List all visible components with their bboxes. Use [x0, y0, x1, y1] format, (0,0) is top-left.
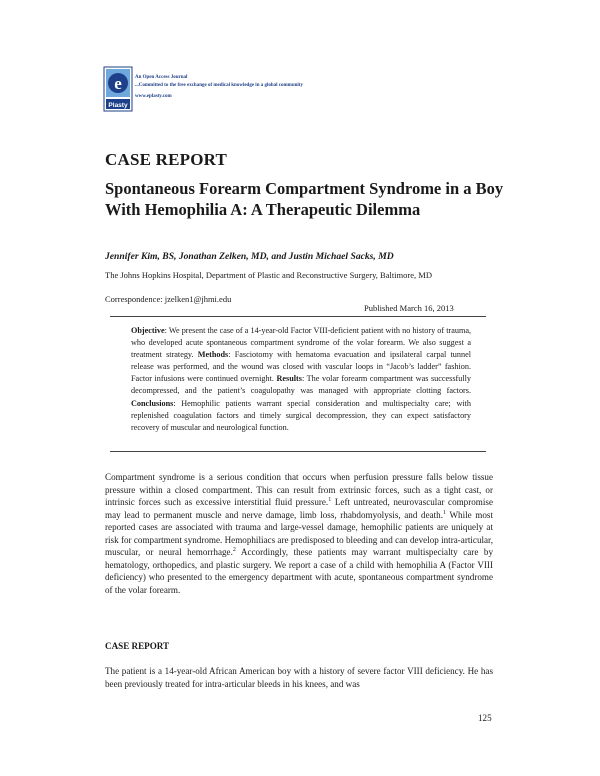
author-list: Jennifer Kim, BS, Jonathan Zelken, MD, and Justin Michael Sacks, MD	[105, 251, 394, 262]
intro-text: Compartment syndrome is a serious condition that occurs when perfusion pressure falls below tissue pressure within a closed compartment. This can result from extrinsic forces, such as a tight cast, or intrinsic forces such as excessive interstitial fluid pressure.	[105, 472, 493, 507]
correspondence-email[interactable]: Correspondence: jzelken1@jhmi.edu	[105, 294, 232, 304]
intro-text: Left untreated, neurovascular compromise may lead to permanent muscle and nerve damage, limb loss, rhabdomyolysis, and death.	[105, 497, 493, 520]
intro-paragraph	[105, 471, 493, 596]
abstract-objective-label: Objective	[131, 326, 165, 335]
intro-text: While most reported cases are associated with trauma and large-vessel damage, hemophilic patients are uniquely at risk for compartment syndrome. Hemophiliacs are predisposed to bleeding and can develop intra-articular, muscular, or neural hemorrhage.	[105, 509, 493, 557]
abstract-methods-label: Methods	[197, 350, 229, 360]
abstract-conclusions-text: : Hemophilic patients warrant special consideration and multispecialty care; with replenished coagulation factors and timely surgical decompression, they can expect satisfactory recovery of muscular and neurological function.	[131, 398, 471, 432]
case-report-heading: CASE REPORT	[105, 641, 170, 651]
journal-tagline: An Open Access Journal	[135, 75, 188, 80]
logo-caption: Plasty	[108, 102, 128, 109]
citation-ref[interactable]: 1	[443, 509, 446, 516]
citation-ref[interactable]: 1	[328, 496, 332, 503]
eplasty-logo	[103, 66, 133, 112]
case-report-paragraph: The patient is a 14-year-old African American boy with a history of severe factor VIII deficiency. He has been previously treated for intra-articular bleeds in his knees, and was	[105, 666, 493, 689]
citation-ref[interactable]: 2	[232, 546, 236, 553]
divider-bottom	[110, 451, 486, 452]
logo-letter: e	[114, 74, 122, 93]
abstract	[131, 325, 471, 434]
page-number: 125	[478, 713, 492, 723]
affiliation: The Johns Hopkins Hospital, Department of Plastic and Reconstructive Surgery, Baltimore, MD	[105, 270, 432, 280]
divider-top	[110, 316, 486, 317]
abstract-conclusions-label: Conclusions	[131, 398, 174, 408]
journal-website[interactable]: www.eplasty.com	[135, 94, 172, 99]
article-title: Spontaneous Forearm Compartment Syndrome in a Boy With Hemophilia A: A Therapeutic Dilemma	[105, 179, 504, 219]
abstract-results-label: Results	[276, 374, 302, 384]
abstract-methods-text: : Fasciotomy with hematoma evacuation and ipsilateral carpal tunnel release was performed, and the wound was closed with vascular loops in “Jacob’s ladder” fashion. Factor infusions were continued overnight.	[131, 350, 471, 384]
abstract-objective-text: : We present the case of a 14-year-old Factor VIII-deficient patient with no history of trauma, who developed acute spontaneous compartment syndrome of the volar forearm. We also suggest a treatment strategy.	[131, 326, 471, 360]
abstract-results-text: : The volar forearm compartment was successfully decompressed, and the patient’s coagulopathy was managed with appropriate clotting factors.	[131, 374, 471, 396]
journal-tagline-sub: ...Committed to the free exchange of medical knowledge in a global community	[135, 83, 303, 88]
intro-text: Accordingly, these patients may warrant multispecialty care by hematology, orthopedics, and plastic surgery. We report a case of a child with hemophilia A (Factor VIII deficiency) who presented to the emergency department with acute, spontaneous compartment syndrome of the volar forearm.	[105, 547, 493, 595]
published-date: Published March 16, 2013	[364, 303, 454, 313]
section-heading: CASE REPORT	[105, 150, 228, 169]
